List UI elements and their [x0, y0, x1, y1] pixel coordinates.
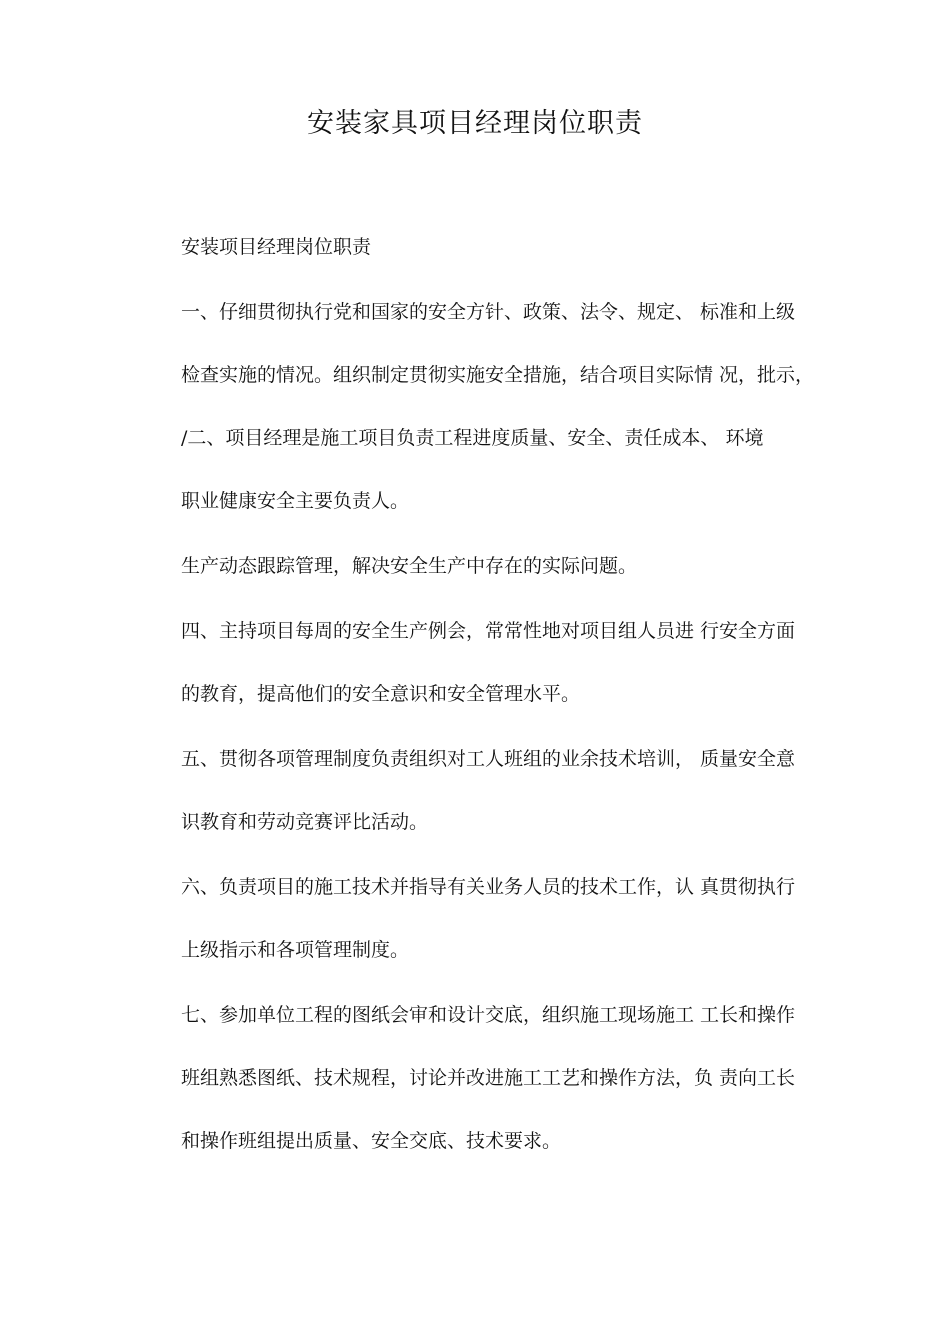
paragraph: 职业健康安全主要负责人。: [181, 490, 410, 512]
paragraph: 班组熟悉图纸、技术规程，讨论并改进施工工艺和操作方法，负 责向工长: [181, 1067, 796, 1089]
paragraph: /二、项目经理是施工项目负责工程进度质量、安全、责任成本、 环境: [181, 427, 764, 449]
paragraph: 和操作班组提出质量、安全交底、技术要求。: [181, 1130, 562, 1152]
paragraph: 的教育，提高他们的安全意识和安全管理水平。: [181, 683, 581, 705]
paragraph: 七、参加单位工程的图纸会审和设计交底，组织施工现场施工 工长和操作: [181, 1004, 796, 1026]
paragraph: 检查实施的情况。组织制定贯彻实施安全措施，结合项目实际情 况，批示，: [181, 364, 815, 386]
paragraph: 生产动态跟踪管理，解决安全生产中存在的实际问题。: [181, 555, 638, 577]
paragraph: 一、仔细贯彻执行党和国家的安全方针、政策、法令、规定、 标准和上级: [181, 301, 796, 323]
paragraph: 五、贯彻各项管理制度负责组织对工人班组的业余技术培训， 质量安全意: [181, 748, 796, 770]
paragraph: 四、主持项目每周的安全生产例会，常常性地对项目组人员进 行安全方面: [181, 620, 796, 642]
document-title: 安装家具项目经理岗位职责: [307, 108, 643, 139]
paragraph: 上级指示和各项管理制度。: [181, 939, 410, 961]
paragraph: 六、负责项目的施工技术并指导有关业务人员的技术工作，认 真贯彻执行: [181, 876, 796, 898]
paragraph: 安装项目经理岗位职责: [181, 236, 372, 258]
document-body: [143, 230, 831, 1189]
paragraph: 识教育和劳动竞赛评比活动。: [181, 811, 429, 833]
